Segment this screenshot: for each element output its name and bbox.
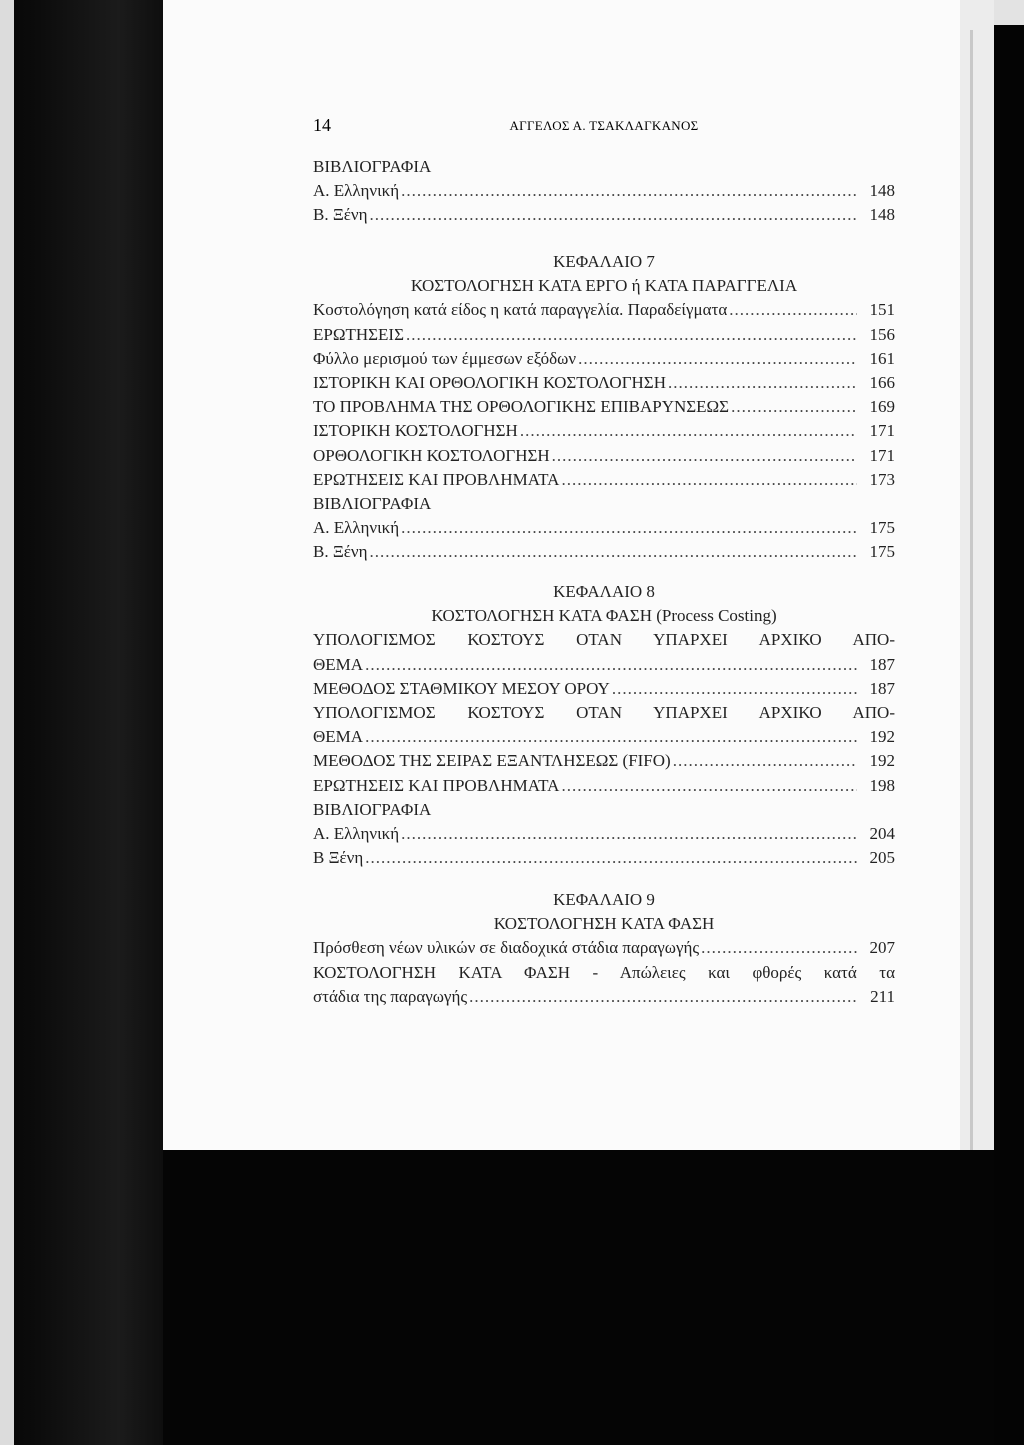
scan-shadow-right xyxy=(994,0,1024,1445)
toc-block-bibliography xyxy=(313,155,895,228)
scan-edge-left xyxy=(0,0,14,1445)
toc-entry: Α. Ελληνική ..... 175 xyxy=(313,516,895,540)
toc-entry: ΕΡΩΤΗΣΕΙΣ ..... 156 xyxy=(313,323,895,347)
toc-entry: ΤΟ ΠΡΟΒΛΗΜΑ ΤΗΣ ΟΡΘΟΛΟΓΙΚΗΣ ΕΠΙΒΑΡΥΝΣΕΩΣ ..... 169 xyxy=(313,395,895,419)
bibliography-heading: ΒΙΒΛΙΟΓΡΑΦΙΑ xyxy=(313,157,432,176)
toc-entry: Κοστολόγηση κατά είδος η κατά παραγγελία. Παραδείγματα ..... 151 xyxy=(313,298,895,322)
toc-entry: Πρόσθεση νέων υλικών σε διαδοχικά στάδια παραγωγής ..... 207 xyxy=(313,936,895,960)
scan-edge-right-top xyxy=(994,0,1024,25)
toc-entry: ΕΡΩΤΗΣΕΙΣ ΚΑΙ ΠΡΟΒΛΗΜΑΤΑ ..... 173 xyxy=(313,468,895,492)
toc-entry: ΟΡΘΟΛΟΓΙΚΗ ΚΟΣΤΟΛΟΓΗΣΗ ..... 171 xyxy=(313,444,895,468)
toc-entry: Φύλλο μερισμού των έμμεσων εξόδων ..... 161 xyxy=(313,347,895,371)
toc-entry: Α. Ελληνική ..... 148 xyxy=(313,179,895,203)
scan-shadow-bottom xyxy=(163,1150,994,1445)
toc-entry: ΕΡΩΤΗΣΕΙΣ ΚΑΙ ΠΡΟΒΛΗΜΑΤΑ ..... 198 xyxy=(313,774,895,798)
toc-entry-line: ΥΠΟΛΟΓΙΣΜΟΣ ΚΟΣΤΟΥΣ ΟΤΑΝ ΥΠΑΡΧΕΙ ΑΡΧΙΚΟ ΑΠΟ- xyxy=(313,630,895,650)
page-edge-right xyxy=(960,0,994,1155)
scan-shadow-left xyxy=(0,0,170,1445)
toc-chapter-9 xyxy=(313,888,895,1009)
chapter-label: ΚΕΦΑΛΑΙΟ 9 xyxy=(553,890,655,909)
toc-entry: ΘΕΜΑ ..... 192 xyxy=(313,725,895,749)
toc-entry: στάδια της παραγωγής ..... 211 xyxy=(313,985,895,1009)
toc-chapter-8 xyxy=(313,580,895,870)
toc-entry: Α. Ελληνική ..... 204 xyxy=(313,822,895,846)
chapter-title: ΚΟΣΤΟΛΟΓΗΣΗ ΚΑΤΑ ΦΑΣΗ (Process Costing) xyxy=(431,606,777,626)
toc-entry: Β. Ξένη ..... 148 xyxy=(313,203,895,227)
chapter-title: ΚΟΣΤΟΛΟΓΗΣΗ ΚΑΤΑ ΦΑΣΗ xyxy=(493,914,715,934)
toc-entry: ΙΣΤΟΡΙΚΗ ΚΑΙ ΟΡΘΟΛΟΓΙΚΗ ΚΟΣΤΟΛΟΓΗΣΗ ..... 166 xyxy=(313,371,895,395)
chapter-label: ΚΕΦΑΛΑΙΟ 8 xyxy=(553,582,655,601)
toc-entry: Β Ξένη ..... 205 xyxy=(313,846,895,870)
page-edge-line xyxy=(970,30,973,1150)
toc-entry: ΙΣΤΟΡΙΚΗ ΚΟΣΤΟΛΟΓΗΣΗ ..... 171 xyxy=(313,419,895,443)
toc-entry-line: ΥΠΟΛΟΓΙΣΜΟΣ ΚΟΣΤΟΥΣ ΟΤΑΝ ΥΠΑΡΧΕΙ ΑΡΧΙΚΟ ΑΠΟ- xyxy=(313,702,895,722)
toc-entry: ΘΕΜΑ ..... 187 xyxy=(313,653,895,677)
bibliography-heading: ΒΙΒΛΙΟΓΡΑΦΙΑ xyxy=(313,799,432,819)
toc-chapter-7 xyxy=(313,250,895,564)
toc-entry: Β. Ξένη ..... 175 xyxy=(313,540,895,564)
page-number: 14 xyxy=(313,115,331,135)
toc-entry-line: ΚΟΣΤΟΛΟΓΗΣΗ ΚΑΤΑ ΦΑΣΗ - Απώλειες και φθορές κατά τα xyxy=(313,962,895,982)
bibliography-heading: ΒΙΒΛΙΟΓΡΑΦΙΑ xyxy=(313,493,432,513)
running-header xyxy=(313,115,895,137)
chapter-label: ΚΕΦΑΛΑΙΟ 7 xyxy=(553,252,655,271)
chapter-title: ΚΟΣΤΟΛΟΓΗΣΗ ΚΑΤΑ ΕΡΓΟ ή ΚΑΤΑ ΠΑΡΑΓΓΕΛΙΑ xyxy=(410,276,798,296)
author-name: ΑΓΓΕΛΟΣ Α. ΤΣΑΚΛΑΓΚΑΝΟΣ xyxy=(509,118,699,133)
toc-entry: ΜΕΘΟΔΟΣ ΤΗΣ ΣΕΙΡΑΣ ΕΞΑΝΤΛΗΣΕΩΣ (FIFO) ..... 192 xyxy=(313,749,895,773)
toc-entry: ΜΕΘΟΔΟΣ ΣΤΑΘΜΙΚΟΥ ΜΕΣΟΥ ΟΡΟΥ ..... 187 xyxy=(313,677,895,701)
